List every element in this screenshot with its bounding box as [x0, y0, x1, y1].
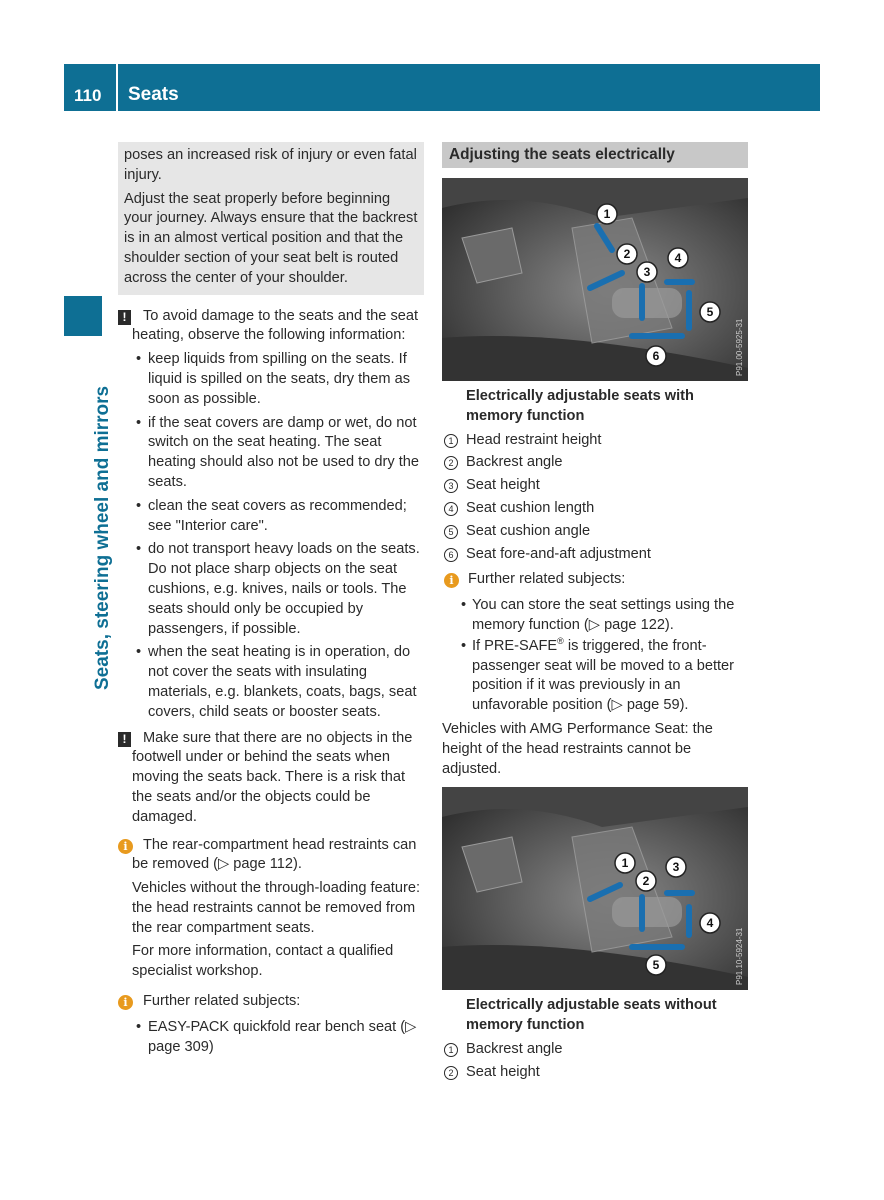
legend-item: 6 Seat fore-and-aft adjustment	[442, 545, 748, 565]
page-title: Seats	[128, 84, 179, 105]
legend-list	[442, 431, 748, 565]
list-item: • clean the seat covers as recommended; see "Interior care".	[132, 497, 424, 537]
page-number: 110	[74, 86, 102, 105]
list-item: • You can store the seat settings using the memory function (▷ page 122).	[442, 596, 748, 636]
legend-item: 1 Head restraint height	[442, 431, 748, 451]
seat-controls-illustration	[442, 787, 748, 990]
figure-caption: Electrically adjustable seats with memory function	[466, 388, 694, 424]
legend-item: 3 Seat height	[442, 476, 748, 496]
list-item: • If PRE-SAFE® is triggered, the front-passenger seat will be moved to a better position if it was previously in an unfavorable position (▷ page 59).	[442, 637, 748, 716]
info-icon: i	[118, 839, 133, 854]
number-circle: 2	[444, 456, 458, 470]
legend-item: 5 Seat cushion angle	[442, 522, 748, 542]
header-divider	[116, 64, 118, 111]
list-item: • do not transport heavy loads on the seats. Do not place sharp objects on the seat cushions, e.g. knives, nails or tools. The seats should only be occupied by passengers, if possible.	[132, 540, 424, 639]
registered-mark: ®	[557, 635, 564, 646]
seat-controls-photo-memory	[442, 178, 748, 381]
callout-label: 4	[674, 251, 682, 265]
number-circle: 6	[444, 548, 458, 562]
info-related-left	[118, 992, 424, 1057]
chapter-title: Seats, steering wheel and mirrors	[92, 385, 113, 690]
image-code: P91.00-5925-31	[735, 318, 744, 376]
list-item: • when the seat heating is in operation, do not cover the seats with insulating materials, e.g. blankets, coats, bags, seat covers, child seats or booster seats.	[132, 643, 424, 722]
section-title: Adjusting the seats electrically	[442, 142, 748, 168]
seat-controls-illustration	[442, 178, 748, 381]
number-circle: 1	[444, 1043, 458, 1057]
info-text: Further related subjects:	[143, 993, 301, 1010]
info-icon: i	[444, 573, 459, 588]
callout-label: 3	[672, 860, 680, 875]
legend-item: 2 Backrest angle	[442, 453, 748, 473]
chapter-tab	[64, 296, 102, 336]
figure-caption: Electrically adjustable seats without memory function	[466, 997, 717, 1034]
legend-item: 4 Seat cushion length	[442, 499, 748, 519]
info-head-restraints	[118, 836, 424, 983]
warning-text: Adjust the seat properly before beginning your journey. Always ensure that the backrest is in an almost vertical position and that the shoulder section of your seat belt is routed across the center of your shoulder.	[124, 190, 418, 286]
callout-label: 6	[652, 349, 660, 363]
left-column	[118, 142, 424, 1061]
callout-label: 5	[652, 958, 660, 973]
notice-footwell	[118, 729, 424, 828]
image-code: P91.10-5924-31	[735, 927, 744, 986]
bullet-list	[442, 596, 748, 716]
bullet-list	[132, 350, 424, 722]
legend-item: 1 Backrest angle	[442, 1040, 748, 1060]
number-circle: 3	[444, 479, 458, 493]
info-icon: i	[118, 995, 133, 1010]
info-related-right	[442, 570, 748, 590]
number-circle: 2	[444, 1066, 458, 1080]
callout-label: 2	[642, 874, 650, 889]
callout-label: 4	[706, 916, 714, 931]
bullet-list	[132, 1018, 424, 1058]
notice-text: To avoid damage to the seats and the seat heating, observe the following information:	[132, 307, 419, 344]
number-circle: 5	[444, 525, 458, 539]
amg-note: Vehicles with AMG Performance Seat: the height of the head restraints cannot be adjusted.	[442, 720, 713, 777]
info-text: Further related subjects:	[468, 571, 626, 588]
callout-label: 1	[603, 207, 611, 221]
notice-text: Make sure that there are no objects in the footwell under or behind the seats when moving the seats back. There is a risk that the seats and/or the objects could be damaged.	[132, 729, 413, 825]
exclamation-icon: !	[118, 310, 131, 325]
warning-box	[118, 142, 424, 295]
right-column	[442, 142, 748, 1086]
seat-controls-photo-no-memory	[442, 787, 748, 990]
list-item: • if the seat covers are damp or wet, do not switch on the seat heating. The seat heating should also not be used to dry the seats.	[132, 414, 424, 493]
callout-label: 1	[621, 856, 629, 871]
legend-list	[442, 1040, 748, 1083]
notice-seat-heating	[118, 307, 424, 723]
exclamation-icon: !	[118, 732, 131, 747]
callout-label: 5	[706, 305, 714, 319]
number-circle: 1	[444, 434, 458, 448]
callout-label: 2	[623, 247, 631, 261]
callout-label: 3	[643, 265, 651, 279]
warning-text: poses an increased risk of injury or even fatal injury.	[124, 147, 417, 183]
list-item: • keep liquids from spilling on the seats. If liquid is spilled on the seats, dry them as soon as possible.	[132, 350, 424, 409]
info-text: The rear-compartment head restraints can be removed (▷ page 112).	[132, 836, 417, 873]
legend-item: 2 Seat height	[442, 1063, 748, 1083]
info-text: For more information, contact a qualified specialist workshop.	[132, 943, 394, 980]
number-circle: 4	[444, 502, 458, 516]
info-text: Vehicles without the through-loading feature: the head restraints cannot be removed from the rear compartment seats.	[132, 880, 421, 936]
list-item: • EASY-PACK quickfold rear bench seat (▷ page 309)	[132, 1018, 424, 1058]
